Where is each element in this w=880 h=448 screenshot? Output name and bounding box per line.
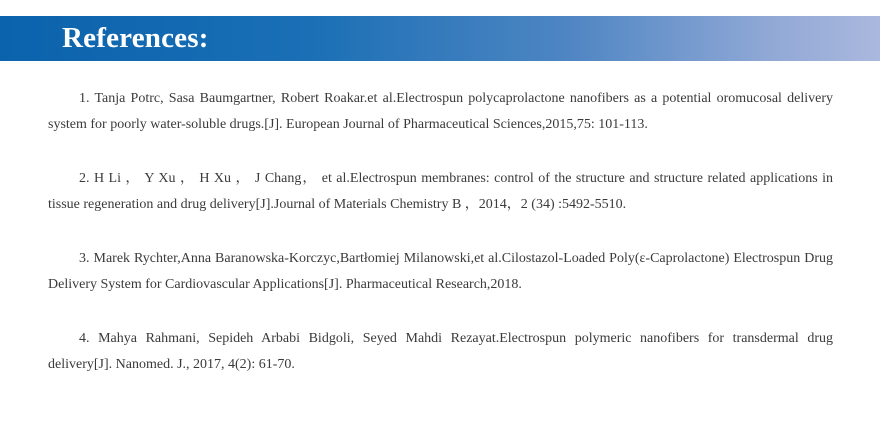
reference-item-3: 3. Marek Rychter,Anna Baranowska-Korczyc,Bartłomiej Milanowski,et al.Cilostazol-Loaded Poly(ε-Caprolactone) Electrospun Drug Delivery System for Cardiovascular Applications[J]. Pharmaceutical Research,2018.: [48, 251, 833, 292]
reference-item-1: 1. Tanja Potrc, Sasa Baumgartner, Robert Roakar.et al.Electrospun polycaprolactone nanofibers as a potential oromucosal delivery system for poorly water-soluble drugs.[J]. European Journal of Pharmaceutical Sciences,2015,75: 101-113.: [48, 91, 833, 132]
references-heading: References:: [62, 22, 209, 54]
reference-item-2: 2. H Li ， Y Xu ， H Xu ， J Chang， et al.Electrospun membranes: control of the structure and structure related applications in tissue regeneration and drug delivery[J].Journal of Materials Chemistry B ，2014，2 (34) :5492-5510.: [48, 171, 833, 212]
references-header-bar: [0, 16, 880, 61]
reference-list: [48, 86, 833, 406]
reference-item-4: 4. Mahya Rahmani, Sepideh Arbabi Bidgoli, Seyed Mahdi Rezayat.Electrospun polymeric nanofibers for transdermal drug delivery[J]. Nanomed. J., 2017, 4(2): 61-70.: [48, 331, 833, 372]
